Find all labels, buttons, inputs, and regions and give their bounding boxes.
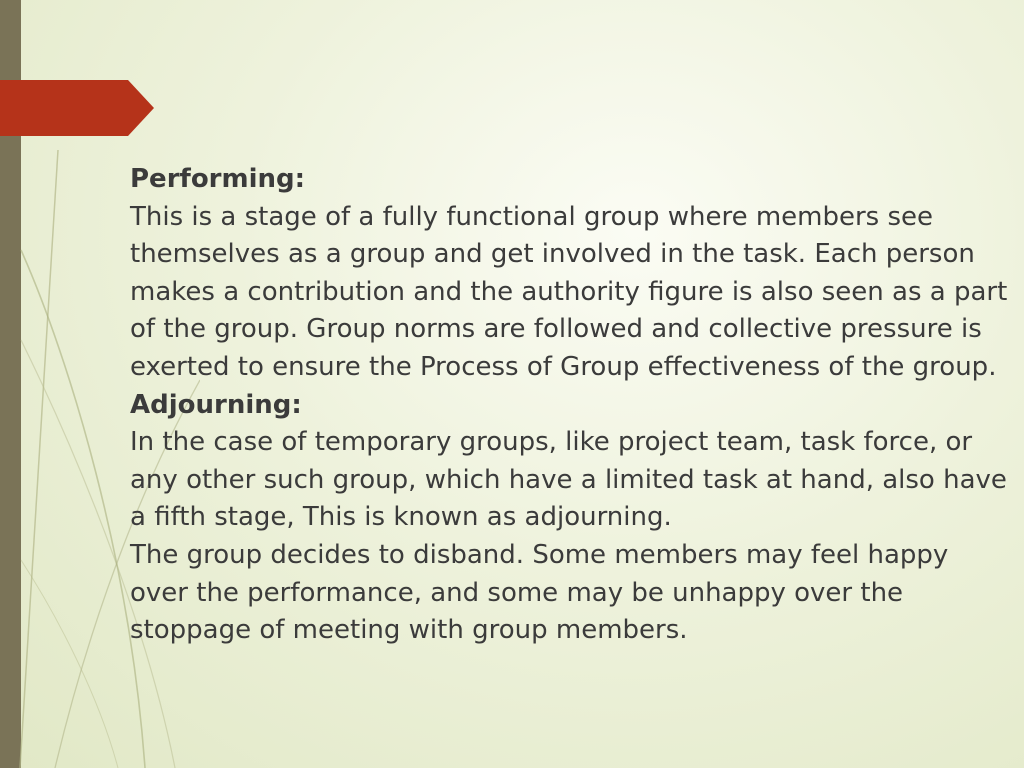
performing-paragraph: This is a stage of a fully functional group where members see themselves as a group and get involved in the task. Each person makes a contribution and the authority figure is also seen as a part of the group. Group norms are followed and collective pressure is exerted to ensure the Process of Group effectiveness of the group. — [130, 201, 1008, 382]
slide-body — [130, 161, 1010, 650]
adjourning-paragraph: In the case of temporary groups, like project team, task force, or any other such group, which have a limited task at hand, also have a fifth stage, This is known as adjourning. — [130, 427, 1007, 533]
disband-paragraph: The group decides to disband. Some members may feel happy over the performance, and some may be unhappy over the stoppage of meeting with group members. — [130, 539, 949, 646]
performing-heading: Performing: — [130, 164, 306, 194]
adjourning-heading: Adjourning: — [130, 389, 302, 420]
